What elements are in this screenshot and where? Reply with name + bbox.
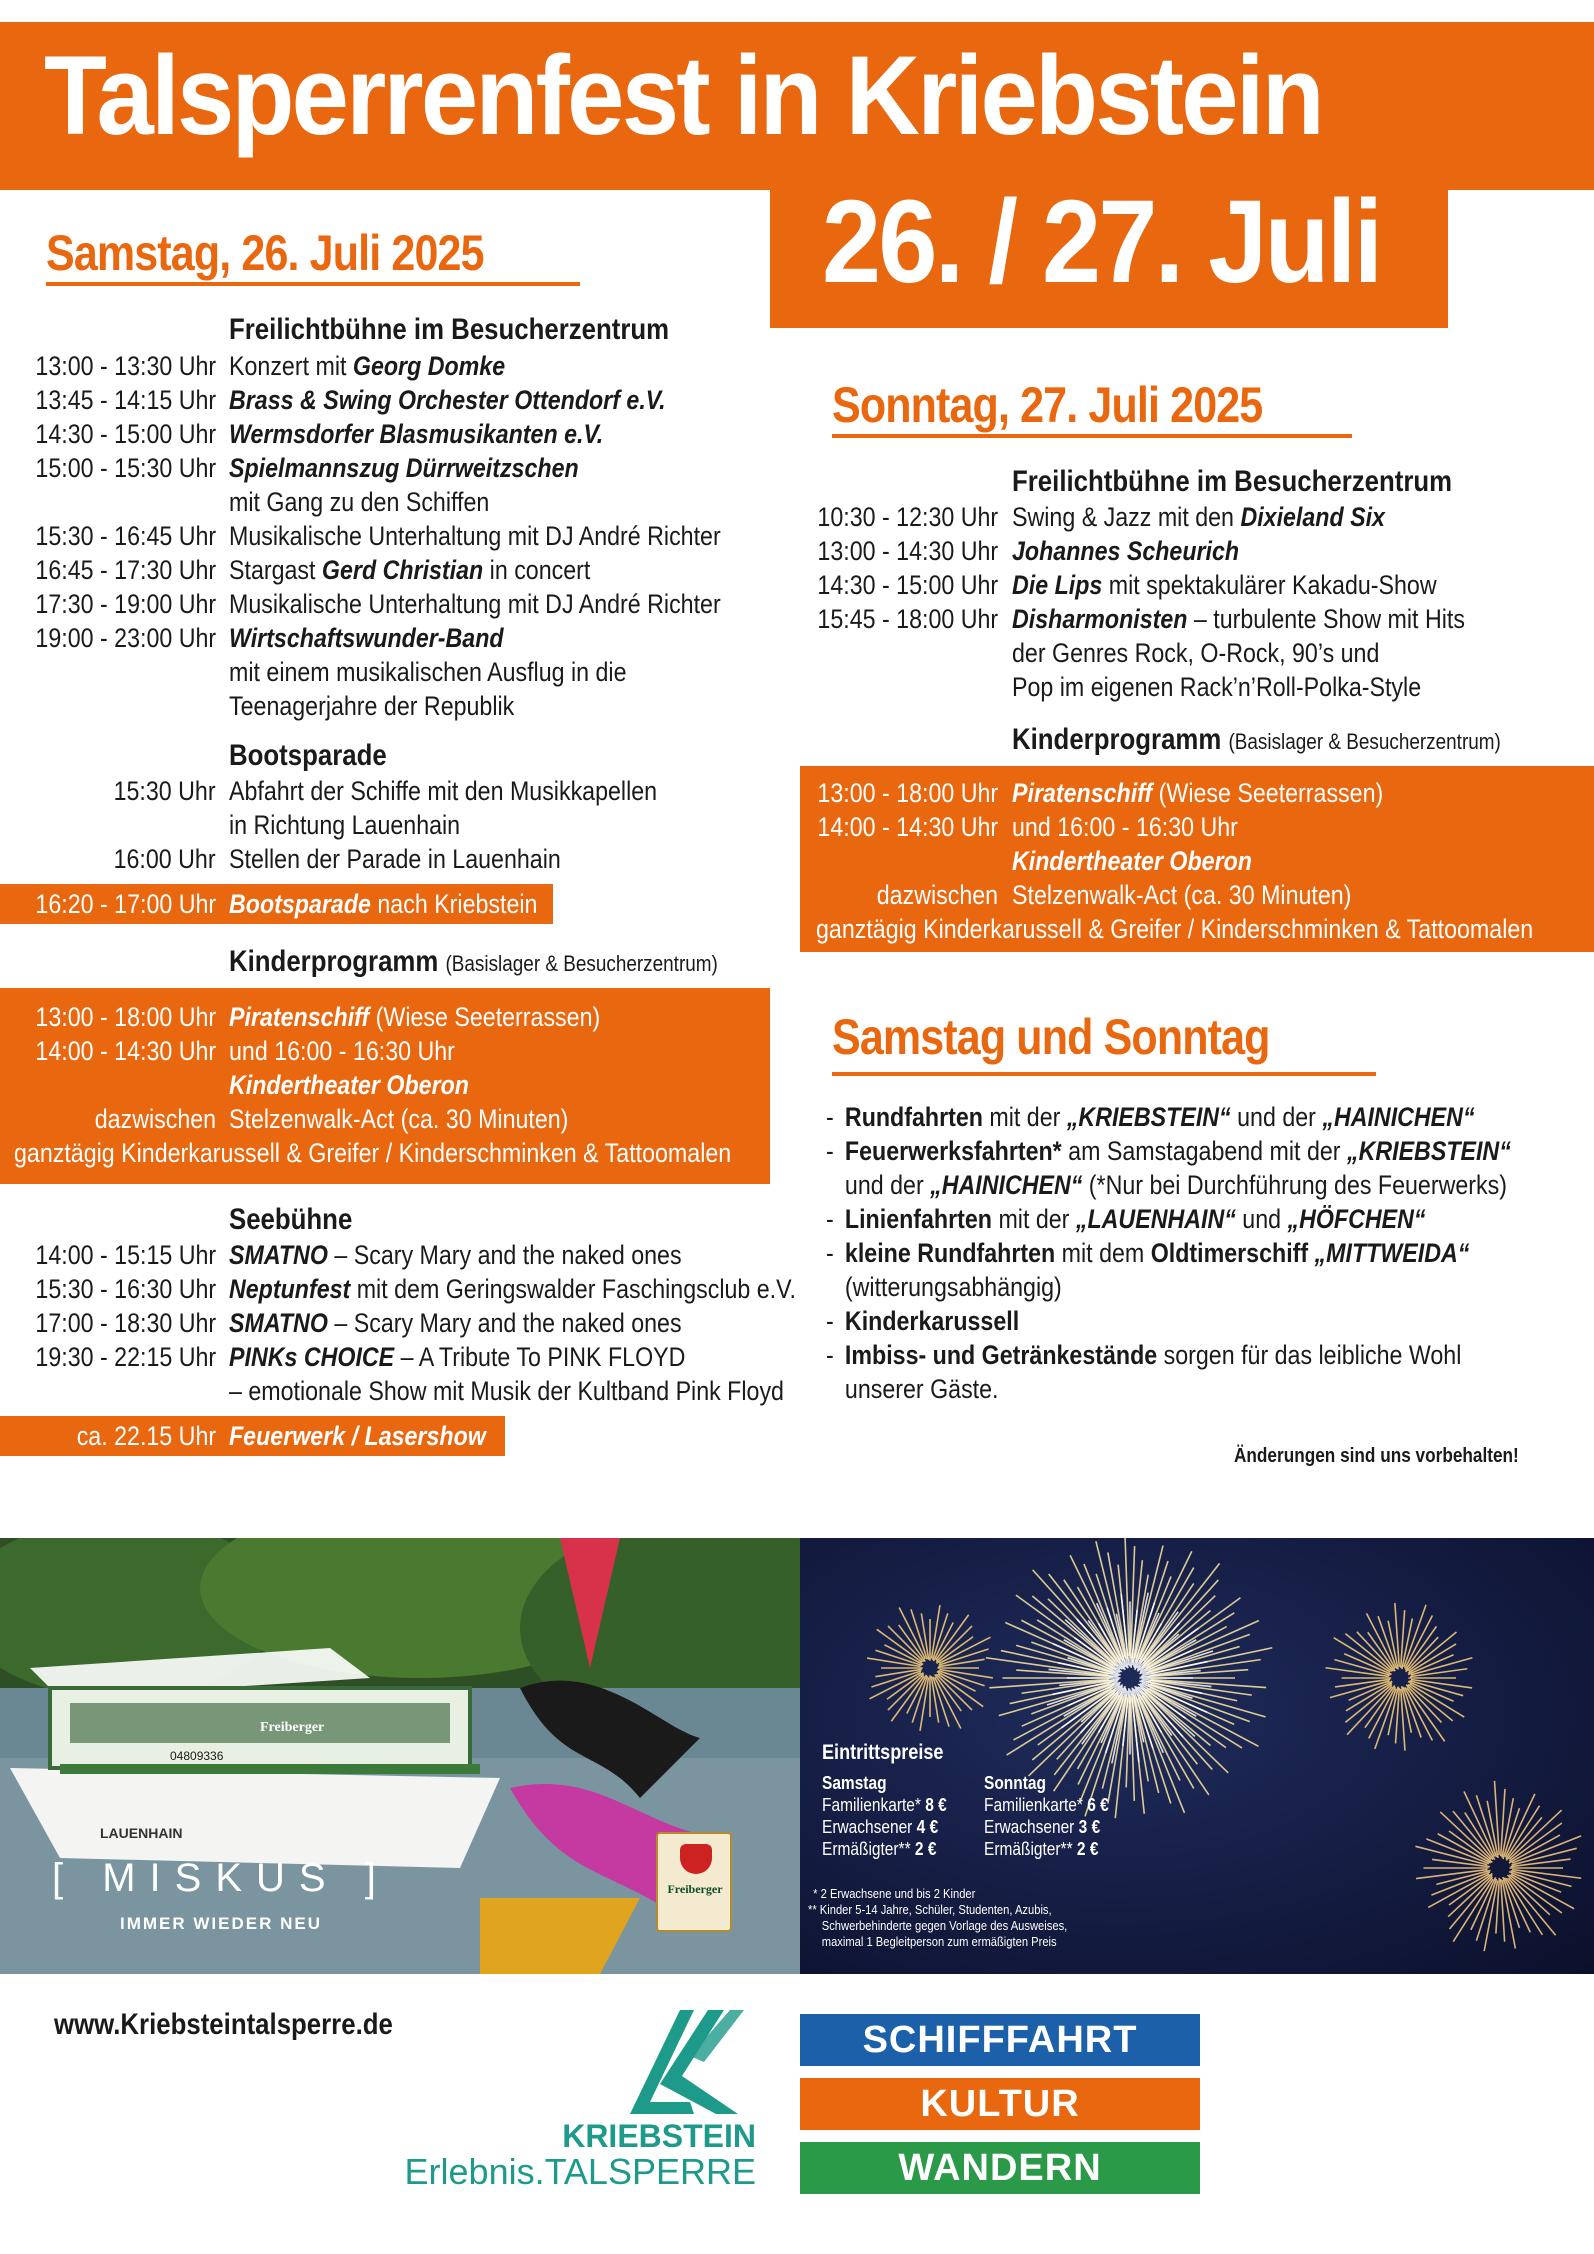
- ship-name: „MITTWEIDA“: [1308, 1238, 1470, 1268]
- sunday-kids-block: [800, 766, 1594, 952]
- sat-parade-hl-time: 16:20 - 17:00 Uhr: [35, 889, 216, 919]
- sat-lake-row: [0, 1272, 800, 1306]
- firework-spark: [1345, 1685, 1391, 1723]
- sun-stage-performer: Disharmonisten: [1012, 604, 1188, 634]
- sat-parade-description: Abfahrt der Schiffe mit den Musikkapellen: [229, 776, 658, 806]
- sat-stage-description: mit einem musikalischen Ausflug in die: [229, 657, 627, 687]
- both-list-item: - Rundfahrten mit der „KRIEBSTEIN“ und der „HAINICHEN“: [826, 1100, 1462, 1134]
- sat-kids-time: 14:00 - 14:30 Uhr: [35, 1036, 216, 1066]
- sun-stage-row: [790, 534, 1590, 568]
- boat-name-label: LAUENHAIN: [100, 1825, 183, 1841]
- sat-parade-time: 15:30 Uhr: [114, 776, 216, 806]
- sat-stage-time: 13:00 - 13:30 Uhr: [35, 351, 216, 381]
- sun-kids-row: [790, 844, 1590, 878]
- saturday-parade-title: Bootsparade: [229, 739, 387, 772]
- sat-lake-time: 14:00 - 15:15 Uhr: [35, 1240, 216, 1270]
- prices-saturday-label: Samstag: [822, 1773, 887, 1793]
- saturday-lake-title: Seebühne: [229, 1203, 353, 1236]
- firework-spark: [1406, 1637, 1438, 1672]
- sat-stage-performer: Gerd Christian: [321, 555, 484, 585]
- saturday-price-line: [822, 1838, 968, 1860]
- sat-kids-description: Stelzenwalk-Act (ca. 30 Minuten): [229, 1104, 569, 1134]
- sat-stage-row: [0, 383, 790, 417]
- saturday-ticket-price: 4 €: [916, 1817, 939, 1837]
- saturday-kids-subtitle: (Basislager & Besucherzentrum): [445, 951, 718, 976]
- sat-parade-row: [0, 842, 790, 876]
- sat-lake-time: 19:30 - 22:15 Uhr: [35, 1342, 216, 1372]
- sat-lake-performer: SMATNO: [229, 1240, 328, 1270]
- sunday-kids-allday: ganztägig Kinderkarussell & Greifer / Kinderschminken & Tattoomalen: [816, 914, 1534, 944]
- sat-stage-description: Konzert mit Georg Domke: [229, 351, 506, 381]
- boat-number-label: 04809336: [170, 1749, 224, 1763]
- sat-stage-time: 15:00 - 15:30 Uhr: [35, 453, 216, 483]
- sun-kids-row: [790, 878, 1590, 912]
- price-panel: [822, 1741, 1109, 1859]
- sat-stage-row: [0, 519, 790, 553]
- price-note: Schwerbehinderte gegen Vorlage des Ausweises,: [821, 1918, 1068, 1933]
- sat-stage-row: [0, 655, 790, 689]
- ship-name: „KRIEBSTEIN“: [1346, 1136, 1511, 1166]
- sat-kids-row: [0, 1000, 770, 1034]
- sat-parade-hl-row: [0, 887, 553, 921]
- sat-stage-performer: Brass & Swing Orchester Ottendorf e.V.: [229, 385, 666, 415]
- website-link[interactable]: www.Kriebsteintalsperre.de: [54, 2008, 393, 2041]
- both-list-item: - Imbiss- und Getränkestände sorgen für das leibliche Wohl: [826, 1338, 1462, 1372]
- sun-stage-description: Pop im eigenen Rack’n’Roll-Polka-Style: [1012, 672, 1422, 702]
- firework-spark: [1345, 1634, 1391, 1672]
- saturday-price-line: [822, 1816, 968, 1838]
- sat-stage-description: Stargast Gerd Christian in concert: [229, 555, 591, 585]
- sat-lake-description: Neptunfest mit dem Geringswalder Faschingsclub e.V.: [229, 1274, 796, 1304]
- ship-name: „HÖFCHEN“: [1287, 1204, 1426, 1234]
- firework-spark: [1136, 1576, 1171, 1662]
- sat-stage-row: [0, 553, 790, 587]
- sun-stage-time: 13:00 - 14:30 Uhr: [817, 536, 998, 566]
- sun-stage-performer: Die Lips: [1012, 570, 1103, 600]
- saturday-ticket-type: Familienkarte*: [822, 1795, 926, 1815]
- sat-lake-row: [0, 1340, 800, 1374]
- saturday-stage-title: Freilichtbühne im Besucherzentrum: [229, 313, 670, 346]
- sunday-price-line: [984, 1838, 1130, 1860]
- sunday-ticket-price: 6 €: [1087, 1795, 1109, 1815]
- sun-kids-time: 14:00 - 14:30 Uhr: [817, 812, 998, 842]
- sat-stage-description: [229, 451, 579, 485]
- saturday-lake-schedule: [0, 1238, 800, 1408]
- miskus-logo: [ MISKUS ]: [52, 1856, 390, 1900]
- sat-parade-row: [0, 774, 790, 808]
- sat-parade-row: [0, 808, 790, 842]
- both-list-item-title: kleine Rundfahrten: [844, 1238, 1056, 1268]
- prices-sunday-label: Sonntag: [984, 1773, 1046, 1793]
- kriebstein-logo-icon: [620, 2006, 760, 2116]
- sat-stage-row: [0, 621, 790, 655]
- saturday-kids-title: [229, 944, 718, 980]
- tag-kultur: KULTUR: [800, 2078, 1200, 2130]
- brand-subtitle: Erlebnis.TALSPERRE: [404, 2151, 756, 2192]
- both-list-item: - Linienfahrten mit der „LAUENHAIN“ und „HÖFCHEN“: [826, 1202, 1462, 1236]
- sat-lake-hl-description: [229, 1419, 486, 1453]
- sun-stage-row: [790, 636, 1590, 670]
- sat-lake-description: SMATNO – Scary Mary and the naked ones: [229, 1308, 682, 1338]
- sat-kids-performer: Kindertheater Oberon: [229, 1070, 469, 1100]
- firework-spark: [1406, 1685, 1441, 1723]
- sat-parade-hl-performer: Bootsparade: [229, 889, 371, 919]
- both-list-continuation: unserer Gäste.: [844, 1374, 999, 1404]
- both-list-continuation: und der „HAINICHEN“ (*Nur bei Durchführung des Feuerwerks): [844, 1170, 1507, 1200]
- both-list-item-title: Oldtimerschiff: [1150, 1238, 1309, 1268]
- page-title: Talsperrenfest in Kriebstein: [44, 33, 1322, 158]
- sat-stage-row: [0, 451, 790, 485]
- sat-kids-performer: Piratenschiff: [229, 1002, 370, 1032]
- sat-stage-time: 19:00 - 23:00 Uhr: [35, 623, 216, 653]
- sat-stage-row: [0, 417, 790, 451]
- both-list-item-title: Imbiss- und Getränkestände: [844, 1340, 1158, 1370]
- both-list-item-title: Kinderkarussell: [844, 1306, 1020, 1336]
- sun-stage-time: 14:30 - 15:00 Uhr: [817, 570, 998, 600]
- saturday-underline: [46, 282, 580, 286]
- saturday-stage-schedule: [0, 349, 790, 723]
- sat-lake-row: [0, 1238, 800, 1272]
- sat-stage-performer: Spielmannszug Dürrweitzschen: [229, 453, 579, 483]
- firework-spark: [1347, 1687, 1392, 1735]
- sat-stage-row: [0, 587, 790, 621]
- sat-stage-time: 15:30 - 16:45 Uhr: [35, 521, 216, 551]
- sunday-price-line: [984, 1816, 1130, 1838]
- firework-spark: [1357, 1632, 1394, 1671]
- sunday-ticket-type: Ermäßigter**: [984, 1839, 1077, 1859]
- firework-spark: [1408, 1684, 1453, 1720]
- sat-kids-time: dazwischen: [94, 1104, 216, 1134]
- sun-stage-description: Disharmonisten – turbulente Show mit Hits: [1012, 604, 1465, 634]
- sun-kids-time: dazwischen: [876, 880, 998, 910]
- sat-lake-hl-row: [0, 1419, 505, 1453]
- sat-parade-time: 16:00 Uhr: [114, 844, 216, 874]
- firework-spark: [1505, 1794, 1535, 1857]
- saturday-parade-schedule: [0, 774, 790, 876]
- sat-stage-description: [229, 383, 666, 417]
- sat-stage-description: Teenagerjahre der Republik: [229, 691, 515, 721]
- sun-stage-time: 15:45 - 18:00 Uhr: [817, 604, 998, 634]
- ship-name: „HAINICHEN“: [930, 1170, 1083, 1200]
- sat-lake-hl-performer: Feuerwerk / Lasershow: [229, 1421, 486, 1451]
- sat-stage-description: [229, 621, 504, 655]
- sun-stage-description: der Genres Rock, O-Rock, 90’s und: [1012, 638, 1380, 668]
- sun-stage-time: 10:30 - 12:30 Uhr: [817, 502, 998, 532]
- both-list-item-title: Linienfahrten: [844, 1204, 992, 1234]
- sun-stage-description: Die Lips mit spektakulärer Kakadu-Show: [1012, 570, 1437, 600]
- saturday-price-line: [822, 1794, 968, 1816]
- sun-kids-description: und 16:00 - 16:30 Uhr: [1012, 812, 1238, 842]
- sat-stage-performer: Wermsdorfer Blasmusikanten e.V.: [229, 419, 604, 449]
- sat-stage-row: [0, 349, 790, 383]
- sat-stage-time: 17:30 - 19:00 Uhr: [35, 589, 216, 619]
- sun-kids-description: Stelzenwalk-Act (ca. 30 Minuten): [1012, 880, 1352, 910]
- sat-stage-description: Musikalische Unterhaltung mit DJ André Richter: [229, 589, 721, 619]
- sat-stage-time: 13:45 - 14:15 Uhr: [35, 385, 216, 415]
- ship-name: „LAUENHAIN“: [1075, 1204, 1236, 1234]
- sun-stage-row: [790, 602, 1590, 636]
- firework-spark: [1464, 1791, 1495, 1856]
- ship-name: „HAINICHEN“: [1322, 1102, 1475, 1132]
- fireworks-highlight: [0, 1416, 505, 1456]
- sat-stage-description: Musikalische Unterhaltung mit DJ André Richter: [229, 521, 721, 551]
- price-note: maximal 1 Begleitperson zum ermäßigten Preis: [821, 1934, 1057, 1949]
- prices-heading: Eintrittspreise: [822, 1741, 944, 1764]
- sat-kids-row: [0, 1034, 770, 1068]
- saturday-ticket-price: 2 €: [914, 1839, 937, 1859]
- sunday-kids-title: [1012, 722, 1501, 758]
- price-note: * 2 Erwachsene und bis 2 Kinder: [813, 1886, 976, 1901]
- saturday-ticket-type: Ermäßigter**: [822, 1839, 915, 1859]
- sat-lake-row: [0, 1306, 800, 1340]
- sun-stage-performer: Johannes Scheurich: [1012, 536, 1240, 566]
- both-list-item: - Feuerwerksfahrten* am Samstagabend mit der „KRIEBSTEIN“: [826, 1134, 1462, 1168]
- parade-highlight: [0, 884, 553, 924]
- both-days-heading: Samstag und Sonntag: [832, 1009, 1270, 1065]
- ship-name: „KRIEBSTEIN“: [1066, 1102, 1231, 1132]
- saturday-kids-allday: ganztägig Kinderkarussell & Greifer / Kinderschminken & Tattoomalen: [14, 1138, 732, 1168]
- freiberger-logo: [656, 1832, 732, 1932]
- sun-stage-description: [1012, 534, 1239, 568]
- saturday-ticket-type: Erwachsener: [822, 1817, 917, 1837]
- sunday-ticket-type: Familienkarte*: [984, 1795, 1088, 1815]
- freiberger-logo-word: Freiberger: [667, 1882, 723, 1896]
- sat-kids-description: und 16:00 - 16:30 Uhr: [229, 1036, 455, 1066]
- sun-stage-row: [790, 500, 1590, 534]
- sat-parade-description: Stellen der Parade in Lauenhain: [229, 844, 561, 874]
- sat-stage-row: [0, 689, 790, 723]
- sunday-stage-title: Freilichtbühne im Besucherzentrum: [1012, 465, 1453, 498]
- sat-lake-performer: Neptunfest: [229, 1274, 351, 1304]
- sunday-price-line: [984, 1794, 1130, 1816]
- saturday-heading: Samstag, 26. Juli 2025: [46, 225, 484, 281]
- sunday-kids-title-text: Kinderprogramm: [1012, 723, 1222, 756]
- both-days-underline: [832, 1072, 1376, 1076]
- both-list-continuation: (witterungsabhängig): [844, 1272, 1062, 1302]
- sat-stage-description: mit Gang zu den Schiffen: [229, 487, 490, 517]
- brand-name: KRIEBSTEIN: [562, 2118, 756, 2154]
- miskus-tagline: IMMER WIEDER NEU: [120, 1914, 322, 1933]
- both-days-list: [826, 1100, 1566, 1406]
- saturday-kids-title-text: Kinderprogramm: [229, 945, 439, 978]
- sat-stage-row: [0, 485, 790, 519]
- boat-brand-label: Freiberger: [260, 1720, 325, 1735]
- sat-kids-description: Piratenschiff (Wiese Seeterrassen): [229, 1002, 601, 1032]
- both-list-item: - kleine Rundfahrten mit dem Oldtimerschiff „MITTWEIDA“: [826, 1236, 1462, 1270]
- sunday-ticket-price: 3 €: [1078, 1817, 1101, 1837]
- sat-lake-description: – emotionale Show mit Musik der Kultband Pink Floyd: [229, 1376, 784, 1406]
- both-list-item: [826, 1304, 1462, 1338]
- both-list-item-title: Feuerwerksfahrten*: [844, 1136, 1062, 1166]
- event-dates: 26. / 27. Juli: [822, 176, 1381, 308]
- crest-icon: [680, 1844, 712, 1874]
- tag-schifffahrt: SCHIFFFAHRT: [800, 2014, 1200, 2066]
- sun-kids-performer: Piratenschiff: [1012, 778, 1153, 808]
- sat-stage-description: [229, 417, 603, 451]
- sun-stage-description: Swing & Jazz mit den Dixieland Six: [1012, 502, 1385, 532]
- sunday-ticket-price: 2 €: [1076, 1839, 1099, 1859]
- sat-kids-time: 13:00 - 18:00 Uhr: [35, 1002, 216, 1032]
- title-band: [0, 22, 1594, 190]
- sunday-underline: [832, 434, 1352, 438]
- price-note: ** Kinder 5-14 Jahre, Schüler, Studenten, Azubis,: [808, 1902, 1052, 1917]
- sat-lake-performer: PINKs CHOICE: [229, 1342, 395, 1372]
- sunday-stage-schedule: [790, 500, 1590, 704]
- sun-kids-row: [790, 810, 1590, 844]
- sat-parade-description: in Richtung Lauenhain: [229, 810, 461, 840]
- sun-kids-description: [1012, 844, 1252, 878]
- prices-saturday: [822, 1772, 992, 1860]
- sun-stage-row: [790, 568, 1590, 602]
- sat-lake-time: 15:30 - 16:30 Uhr: [35, 1274, 216, 1304]
- sat-stage-time: 16:45 - 17:30 Uhr: [35, 555, 216, 585]
- sunday-ticket-type: Erwachsener: [984, 1817, 1079, 1837]
- sat-stage-performer: Wirtschaftswunder-Band: [229, 623, 504, 653]
- saturday-ticket-price: 8 €: [925, 1795, 947, 1815]
- both-list-item-title: Rundfahrten: [844, 1102, 983, 1132]
- changes-note: Änderungen sind uns vorbehalten!: [1234, 1445, 1519, 1467]
- sat-stage-time: 14:30 - 15:00 Uhr: [35, 419, 216, 449]
- sun-kids-row: [790, 776, 1590, 810]
- sat-lake-description: PINKs CHOICE – A Tribute To PINK FLOYD: [229, 1342, 686, 1372]
- sat-kids-description: [229, 1068, 469, 1102]
- sat-parade-hl-description: Bootsparade nach Kriebstein: [229, 889, 538, 919]
- prices-sunday: [984, 1772, 1154, 1860]
- sunday-heading: Sonntag, 27. Juli 2025: [832, 377, 1263, 433]
- sat-lake-hl-time: ca. 22.15 Uhr: [76, 1421, 216, 1451]
- sun-stage-performer: Dixieland Six: [1240, 502, 1385, 532]
- price-notes: [808, 1886, 1109, 1950]
- sat-stage-performer: Georg Domke: [352, 351, 506, 381]
- sat-lake-description: SMATNO – Scary Mary and the naked ones: [229, 1240, 682, 1270]
- sun-stage-row: [790, 670, 1590, 704]
- firework-spark: [1084, 1564, 1123, 1661]
- sat-lake-time: 17:00 - 18:30 Uhr: [35, 1308, 216, 1338]
- sat-lake-performer: SMATNO: [229, 1308, 328, 1338]
- sun-kids-time: 13:00 - 18:00 Uhr: [817, 778, 998, 808]
- sun-kids-performer: Kindertheater Oberon: [1012, 846, 1252, 876]
- sat-kids-row: [0, 1068, 770, 1102]
- saturday-kids-block: [0, 988, 770, 1184]
- tag-wandern: WANDERN: [800, 2142, 1200, 2194]
- sunday-kids-subtitle: (Basislager & Besucherzentrum): [1228, 729, 1501, 754]
- sat-lake-row: [0, 1374, 800, 1408]
- sun-kids-description: Piratenschiff (Wiese Seeterrassen): [1012, 778, 1384, 808]
- sat-kids-row: [0, 1102, 770, 1136]
- date-box: [770, 176, 1448, 328]
- firework-spark: [1408, 1632, 1456, 1671]
